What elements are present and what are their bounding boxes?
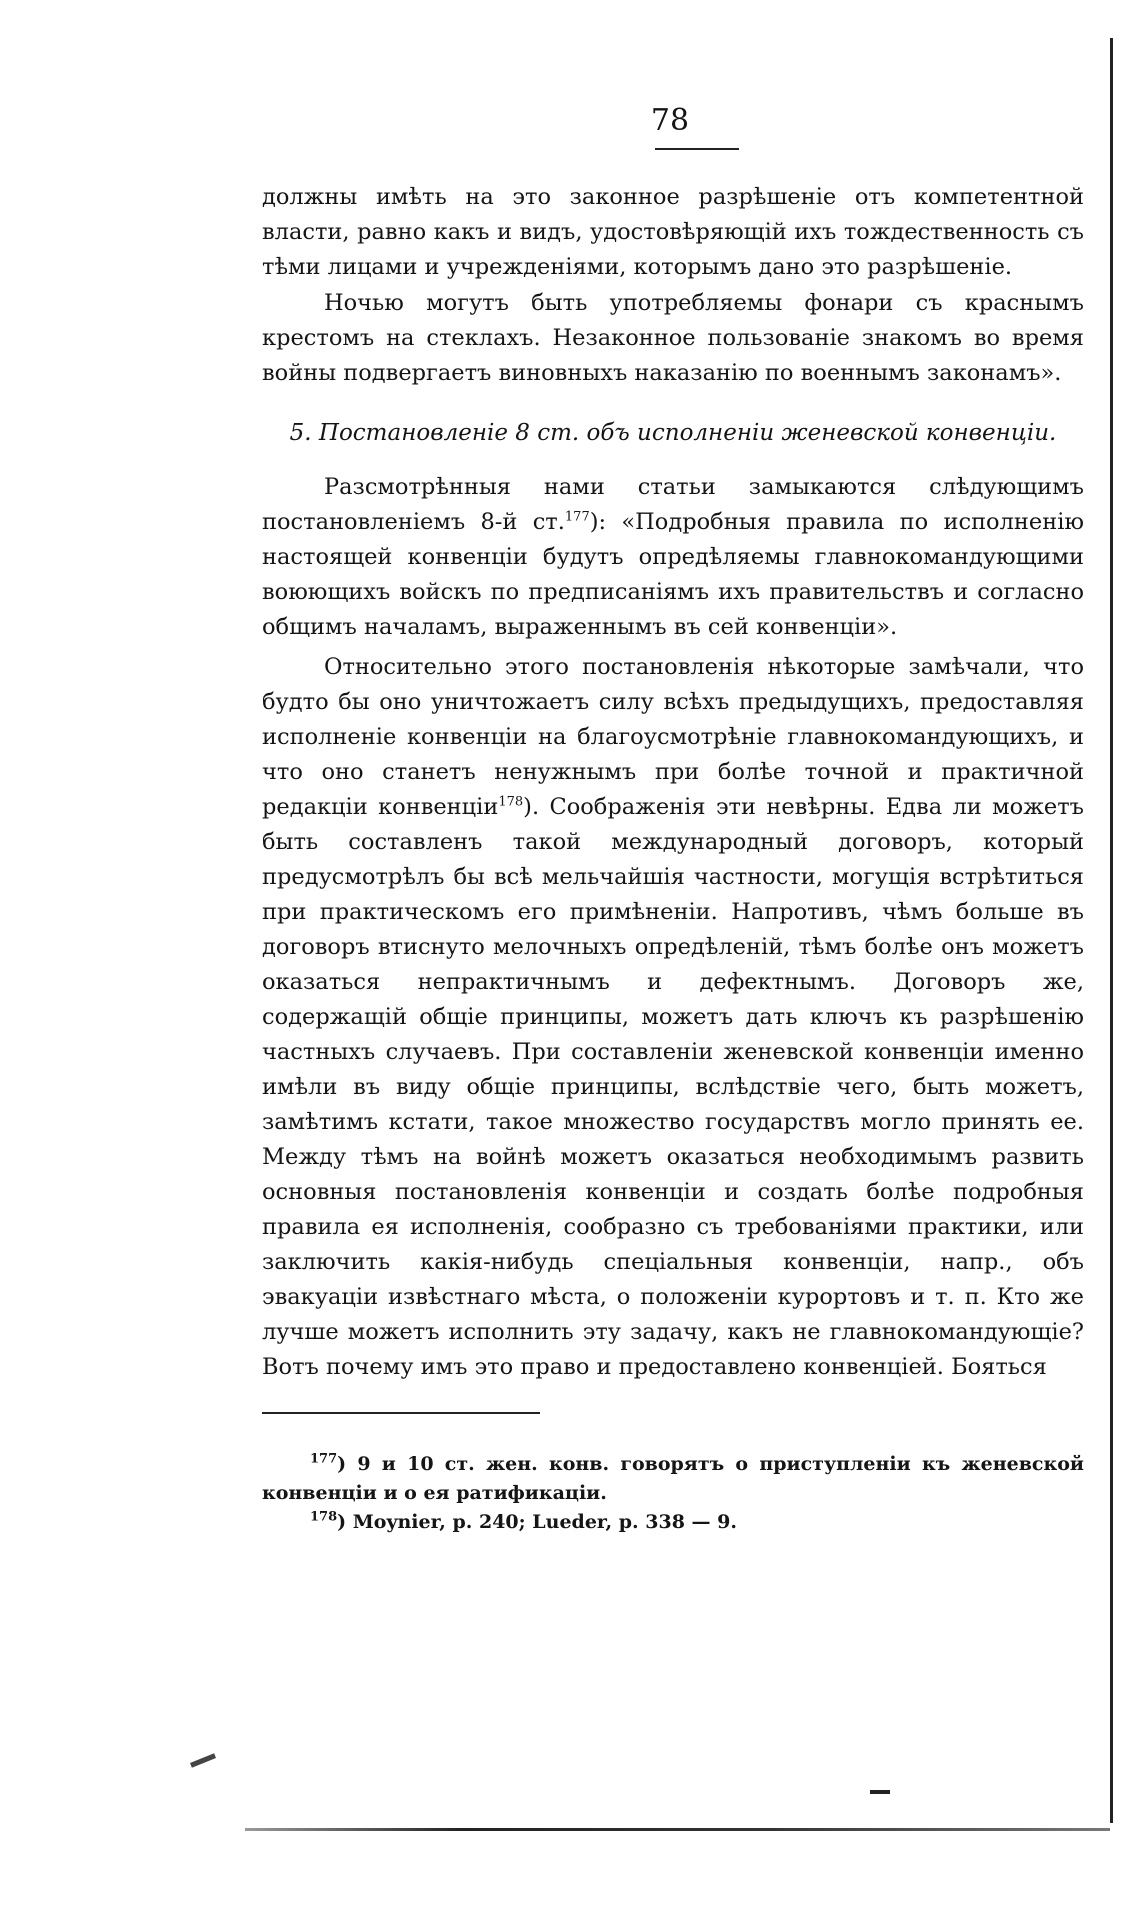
footnote-177 bbox=[262, 1450, 1084, 1508]
footnote-reference-177: 177 bbox=[564, 509, 590, 525]
scan-artifact-mark bbox=[870, 1790, 890, 1794]
scan-bottom-line bbox=[245, 1828, 1110, 1831]
paragraph-article-8-text-start: Разсмотрѣнныя нами статьи замыкаются слѣдующимъ постановленіемъ 8-й ст. bbox=[262, 474, 1084, 535]
page-edge-rule bbox=[1110, 38, 1113, 1823]
footnote-marker: 178 bbox=[310, 1509, 338, 1525]
paragraph-continuation: должны имѣть на это законное разрѣшеніе отъ компетентной власти, равно какъ и видъ, удостовѣряющій ихъ тождественность съ тѣми лицами и учрежденіями, которымъ дано это разрѣшеніе. bbox=[262, 184, 1084, 280]
paragraph-article-8 bbox=[262, 470, 1084, 645]
paragraph-lanterns: Ночью могутъ быть употребляемы фонари съ краснымъ крестомъ на стеклахъ. Незаконное пользованіе знакомъ во время войны подвергаетъ виновныхъ наказанію по военнымъ законамъ». bbox=[262, 290, 1084, 386]
paragraph-commentary-text-end: ). Соображенія эти невѣрны. Едва ли можетъ быть составленъ такой международный договоръ, который предусмотрѣлъ бы всѣ мельчайшія частности, могущія встрѣтиться при практическомъ его примѣненіи. Напротивъ, чѣмъ больше въ договоръ втиснуто мелочныхъ опредѣленій, тѣмъ болѣе онъ можетъ оказаться непрактичнымъ и дефектнымъ. Договоръ же, содержащій общіе принципы, можетъ дать ключъ къ разрѣшенію частныхъ случаевъ. При составленіи женевской конвенціи именно имѣли въ виду общіе принципы, вслѣдствіе чего, быть можетъ, замѣтимъ кстати, такое множество государствъ могло принять ее. Между тѣмъ на войнѣ можетъ оказаться необходимымъ развить основныя постановленія конвенціи и создать болѣе подробныя правила ея исполненія, сообразно съ требованіями практики, или заключить какія-нибудь спеціальныя конвенціи, напр., объ эвакуаціи извѣстнаго мѣста, о положеніи курортовъ и т. п. Кто же лучше можетъ исполнить эту задачу, какъ не главнокомандующіе? Вотъ почему имъ это право и предоставлено конвенціей. Бояться bbox=[262, 794, 1084, 1380]
section-heading: 5. Постановленіе 8 ст. объ исполненіи женевской конвенціи. bbox=[289, 420, 1057, 446]
page-number-underline bbox=[655, 148, 739, 150]
footnote-text: ) 9 и 10 ст. жен. конв. говорятъ о приступленіи къ женевской конвенціи и о ея ратификаціи. bbox=[262, 1453, 1084, 1504]
paragraph-commentary-text-start: Относительно этого постановленія нѣкоторые замѣчали, что будто бы оно уничтожаетъ силу всѣхъ предыдущихъ, предоставляя исполненіе конвенціи на благоусмотрѣніе главнокомандующихъ, и что оно станетъ ненужнымъ при болѣе точной и практичной редакціи конвенціи bbox=[262, 654, 1084, 820]
footnote-text: ) Moynier, p. 240; Lueder, p. 338 — 9. bbox=[337, 1511, 738, 1533]
footnote-marker: 177 bbox=[310, 1451, 338, 1467]
footnote-reference-178: 178 bbox=[498, 794, 524, 810]
footnote-178 bbox=[262, 1508, 1084, 1537]
scan-artifact-mark bbox=[190, 1753, 216, 1767]
footnotes bbox=[262, 1450, 1084, 1537]
paragraph-commentary bbox=[262, 650, 1084, 1385]
footnote-separator bbox=[262, 1412, 540, 1414]
page-number: 78 bbox=[650, 103, 690, 138]
paragraph-article-8-text-end: ): «Подробныя правила по исполненію настоящей конвенціи будутъ опредѣляемы главнокомандующими воюющихъ войскъ по предписаніямъ ихъ правительствъ и согласно общимъ началамъ, выраженнымъ въ сей конвенціи». bbox=[262, 509, 1084, 640]
